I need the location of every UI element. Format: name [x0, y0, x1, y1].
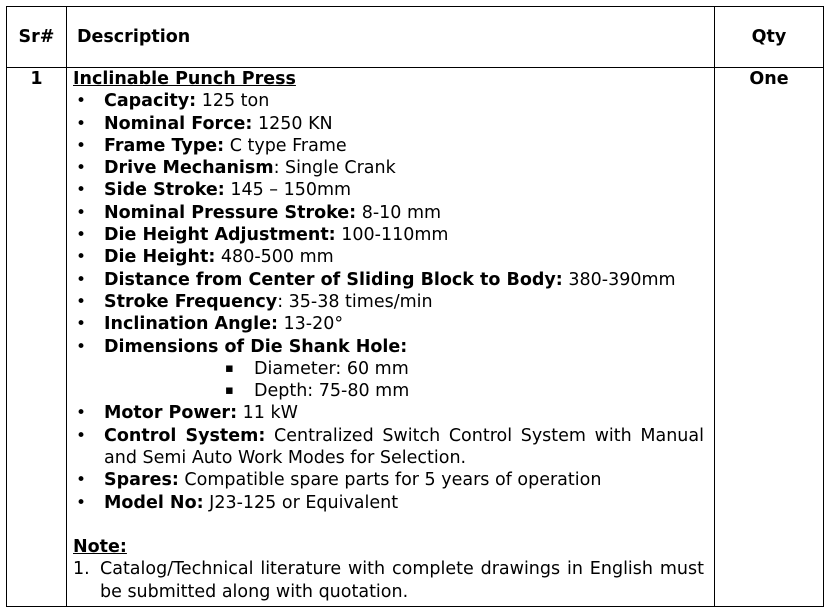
- shank-hole-sublist: [104, 358, 704, 403]
- shank-diameter: ▪ Diameter: 60 mm: [104, 358, 704, 380]
- spec-nominal-pressure-stroke: • Nominal Pressure Stroke: 8-10 mm: [73, 202, 704, 224]
- spec-die-height-adjustment: • Die Height Adjustment: 100-110mm: [73, 224, 704, 246]
- spec-spares: • Spares: Compatible spare parts for 5 years of operation: [73, 469, 704, 491]
- spec-capacity: • Capacity: 125 ton: [73, 90, 704, 112]
- spec-list: [73, 90, 704, 514]
- spec-side-stroke: • Side Stroke: 145 – 150mm: [73, 179, 704, 201]
- table-row: [7, 68, 824, 607]
- note-heading: Note:: [73, 536, 127, 557]
- spec-table: [6, 6, 824, 607]
- header-sr: Sr#: [7, 7, 67, 68]
- spec-control-system: • Control System: Centralized Switch Control System with Manual and Semi Auto Work Modes for Selection.: [73, 425, 704, 470]
- spec-motor-power: • Motor Power: 11 kW: [73, 402, 704, 424]
- spec-sliding-block-distance: • Distance from Center of Sliding Block to Body: 380-390mm: [73, 269, 704, 291]
- row-sr: 1: [7, 68, 67, 607]
- note-text: Catalog/Technical literature with complete drawings in English must be submitted along with quotation.: [100, 559, 704, 602]
- header-qty: Qty: [715, 7, 824, 68]
- spec-die-height: • Die Height: 480-500 mm: [73, 246, 704, 268]
- header-row: [7, 7, 824, 68]
- spec-frame-type: • Frame Type: C type Frame: [73, 135, 704, 157]
- note-number: 1.: [73, 559, 90, 580]
- shank-depth: ▪ Depth: 75-80 mm: [104, 380, 704, 402]
- spec-drive-mechanism: • Drive Mechanism: Single Crank: [73, 157, 704, 179]
- spec-inclination-angle: • Inclination Angle: 13-20°: [73, 313, 704, 335]
- row-description: [67, 68, 715, 607]
- header-description: Description: [67, 7, 715, 68]
- spec-model-no: • Model No: J23-125 or Equivalent: [73, 492, 704, 514]
- spec-die-shank-hole: • Dimensions of Die Shank Hole: ▪ Diameter: 60 mm ▪ Depth: 75-80 mm: [73, 336, 704, 403]
- note-item: [73, 558, 704, 603]
- item-title: Inclinable Punch Press: [73, 69, 296, 89]
- spec-nominal-force: • Nominal Force: 1250 KN: [73, 113, 704, 135]
- row-qty: One: [715, 68, 824, 607]
- spec-stroke-frequency: • Stroke Frequency: 35-38 times/min: [73, 291, 704, 313]
